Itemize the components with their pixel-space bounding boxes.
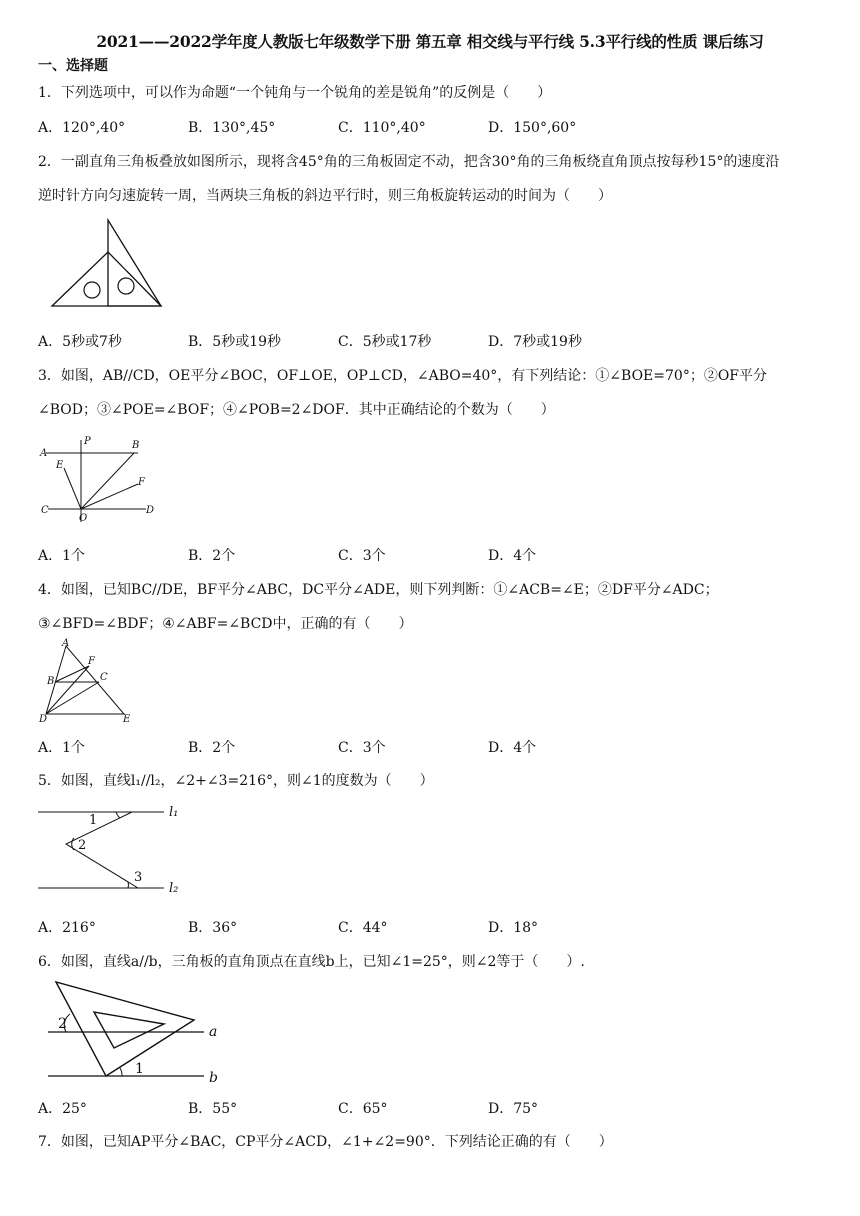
question-3-option-b: B．2个 <box>188 548 236 564</box>
q5-label-l1: l₁ <box>169 805 179 820</box>
q6-label-a: a <box>209 1024 218 1040</box>
question-3-option-d: D．4个 <box>488 548 537 564</box>
question-4-figure <box>36 636 146 724</box>
question-2-text-line-2: 逆时针方向匀速旋转一周，当两块三角板的斜边平行时，则三角板旋转运动的时间为（ ） <box>38 188 612 204</box>
question-1-text: 1．下列选项中，可以作为命题“一个钝角与一个锐角的差是锐角”的反例是（ ） <box>38 85 552 101</box>
question-5-option-b: B．36° <box>188 920 238 936</box>
question-1-option-a: A．120°,40° <box>38 120 126 136</box>
question-3-option-c: C．3个 <box>338 548 386 564</box>
q3-label-o: O <box>79 513 88 524</box>
q4-label-d: D <box>39 714 48 724</box>
question-6-option-c: C．65° <box>338 1101 388 1117</box>
section-heading: 一、选择题 <box>38 58 108 74</box>
question-5-option-a: A．216° <box>38 920 96 936</box>
question-2-option-b: B．5秒或19秒 <box>188 334 282 350</box>
question-4-option-a: A．1个 <box>38 740 86 756</box>
question-3-text-line-2: ∠BOD；③∠POE=∠BOF；④∠POB=2∠DOF．其中正确结论的个数为（ ） <box>38 402 555 418</box>
q3-label-d: D <box>146 505 155 516</box>
question-4-option-b: B．2个 <box>188 740 236 756</box>
q3-label-b: B <box>132 440 140 451</box>
question-2-text-line-1: 2．一副直角三角板叠放如图所示，现将含45°角的三角板固定不动，把含30°角的三角板绕直角顶点按每秒15°的速度沿 <box>38 154 780 170</box>
q3-label-f: F <box>138 477 145 488</box>
question-2-option-c: C．5秒或17秒 <box>338 334 432 350</box>
question-6-option-b: B．55° <box>188 1101 238 1117</box>
question-5-option-c: C．44° <box>338 920 388 936</box>
q6-label-1: 1 <box>135 1061 144 1077</box>
question-7-text: 7．如图，已知AP平分∠BAC，CP平分∠ACD，∠1+∠2=90°．下列结论正确的有（ ） <box>38 1134 613 1150</box>
q3-label-c: C <box>41 505 49 516</box>
q5-label-1: 1 <box>89 813 98 828</box>
question-3-option-a: A．1个 <box>38 548 86 564</box>
document-title: 2021——2022学年度人教版七年级数学下册 第五章 相交线与平行线 5.3平行线的性质 课后练习 <box>96 32 764 51</box>
q5-label-2: 2 <box>78 838 87 853</box>
question-2-option-a: A．5秒或7秒 <box>38 334 122 350</box>
q6-label-2: 2 <box>58 1016 67 1032</box>
question-4-option-c: C．3个 <box>338 740 386 756</box>
question-5-figure <box>36 798 196 902</box>
question-2-option-d: D．7秒或19秒 <box>488 334 582 350</box>
q5-label-l2: l₂ <box>169 881 179 896</box>
q3-label-a: A <box>40 448 48 459</box>
question-6-text: 6．如图，直线a//b，三角板的直角顶点在直线b上，已知∠1=25°，则∠2等于（ ）. <box>38 954 585 970</box>
question-6-figure <box>36 978 236 1088</box>
question-5-text: 5．如图，直线l₁//l₂，∠2+∠3=216°，则∠1的度数为（ ） <box>38 773 434 789</box>
question-6-option-d: D．75° <box>488 1101 539 1117</box>
q4-label-e: E <box>123 714 131 724</box>
question-3-text-line-1: 3．如图，AB//CD，OE平分∠BOC，OF⊥OE，OP⊥CD，∠ABO=40°，有下列结论：①∠BOE=70°；②OF平分 <box>38 368 768 384</box>
q3-label-e: E <box>56 460 64 471</box>
question-2-figure <box>48 216 168 310</box>
question-4-text-line-2: ③∠BFD=∠BDF；④∠ABF=∠BCD中，正确的有（ ） <box>38 616 413 632</box>
q4-label-c: C <box>100 672 108 683</box>
q4-label-a: A <box>62 638 70 649</box>
question-1-option-b: B．130°,45° <box>188 120 276 136</box>
q6-label-b: b <box>209 1070 218 1086</box>
question-5-option-d: D．18° <box>488 920 539 936</box>
question-4-option-d: D．4个 <box>488 740 537 756</box>
q4-label-f: F <box>88 656 95 667</box>
question-4-text-line-1: 4．如图，已知BC//DE，BF平分∠ABC，DC平分∠ADE，则下列判断：①∠ACB=∠E；②DF平分∠ADC； <box>38 582 719 598</box>
question-1-option-d: D．150°,60° <box>488 120 577 136</box>
q4-label-b: B <box>47 676 55 687</box>
question-1-option-c: C．110°,40° <box>338 120 426 136</box>
question-3-figure <box>36 432 166 528</box>
question-6-option-a: A．25° <box>38 1101 87 1117</box>
q5-label-3: 3 <box>134 870 143 885</box>
q3-label-p: P <box>84 436 91 447</box>
